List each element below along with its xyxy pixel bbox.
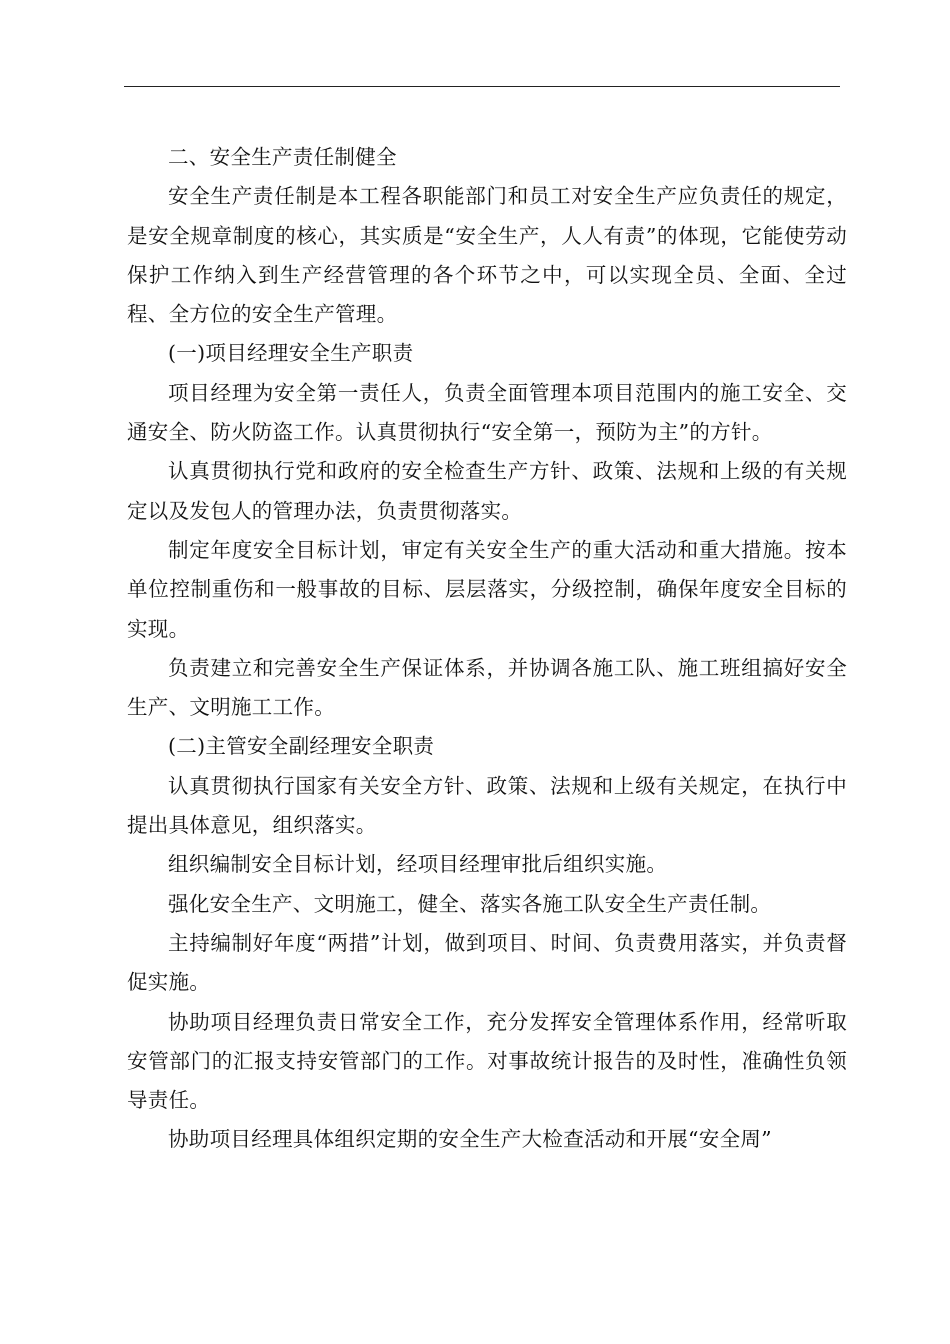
paragraph: 协助项目经理具体组织定期的安全生产大检查活动和开展“安全周” bbox=[168, 1127, 772, 1152]
subsection-heading: (一)项目经理安全生产职责 bbox=[168, 341, 414, 366]
paragraph: 制定年度安全目标计划，审定有关安全生产的重大活动和重大措施。按本单位控制重伤和一般事故的目标、层层落实，分级控制，确保年度安全目标的实现。 bbox=[127, 537, 847, 641]
paragraph: 认真贯彻执行党和政府的安全检查生产方针、政策、法规和上级的有关规定以及发包人的管理办法，负责贯彻落实。 bbox=[127, 459, 847, 523]
paragraph: 负责建立和完善安全生产保证体系，并协调各施工队、施工班组搞好安全生产、文明施工工作。 bbox=[127, 655, 847, 720]
paragraph: 安全生产责任制是本工程各职能部门和员工对安全生产应负责任的规定，是安全规章制度的核心，其实质是“安全生产，人人有责”的体现，它能使劳动保护工作纳入到生产经营管理的各个环节之中，可以实现全员、全面、全过程、全方位的安全生产管理。 bbox=[127, 184, 847, 327]
paragraph: 组织编制安全目标计划，经项目经理审批后组织实施。 bbox=[168, 852, 668, 877]
header-rule bbox=[124, 86, 840, 87]
section-heading: 二、安全生产责任制健全 bbox=[168, 145, 397, 169]
paragraph: 项目经理为安全第一责任人，负责全面管理本项目范围内的施工安全、交通安全、防火防盗工作。认真贯彻执行“安全第一，预防为主”的方针。 bbox=[127, 380, 847, 445]
document-body bbox=[127, 138, 847, 1160]
paragraph: 主持编制好年度“两措”计划，做到项目、时间、负责费用落实，并负责督促实施。 bbox=[127, 930, 847, 995]
subsection-heading: (二)主管安全副经理安全职责 bbox=[168, 734, 435, 759]
paragraph: 强化安全生产、文明施工，健全、落实各施工队安全生产责任制。 bbox=[168, 891, 772, 916]
paragraph: 认真贯彻执行国家有关安全方针、政策、法规和上级有关规定，在执行中提出具体意见，组织落实。 bbox=[127, 773, 847, 838]
paragraph: 协助项目经理负责日常安全工作，充分发挥安全管理体系作用，经常听取安管部门的汇报支持安管部门的工作。对事故统计报告的及时性，准确性负领导责任。 bbox=[127, 1009, 847, 1113]
